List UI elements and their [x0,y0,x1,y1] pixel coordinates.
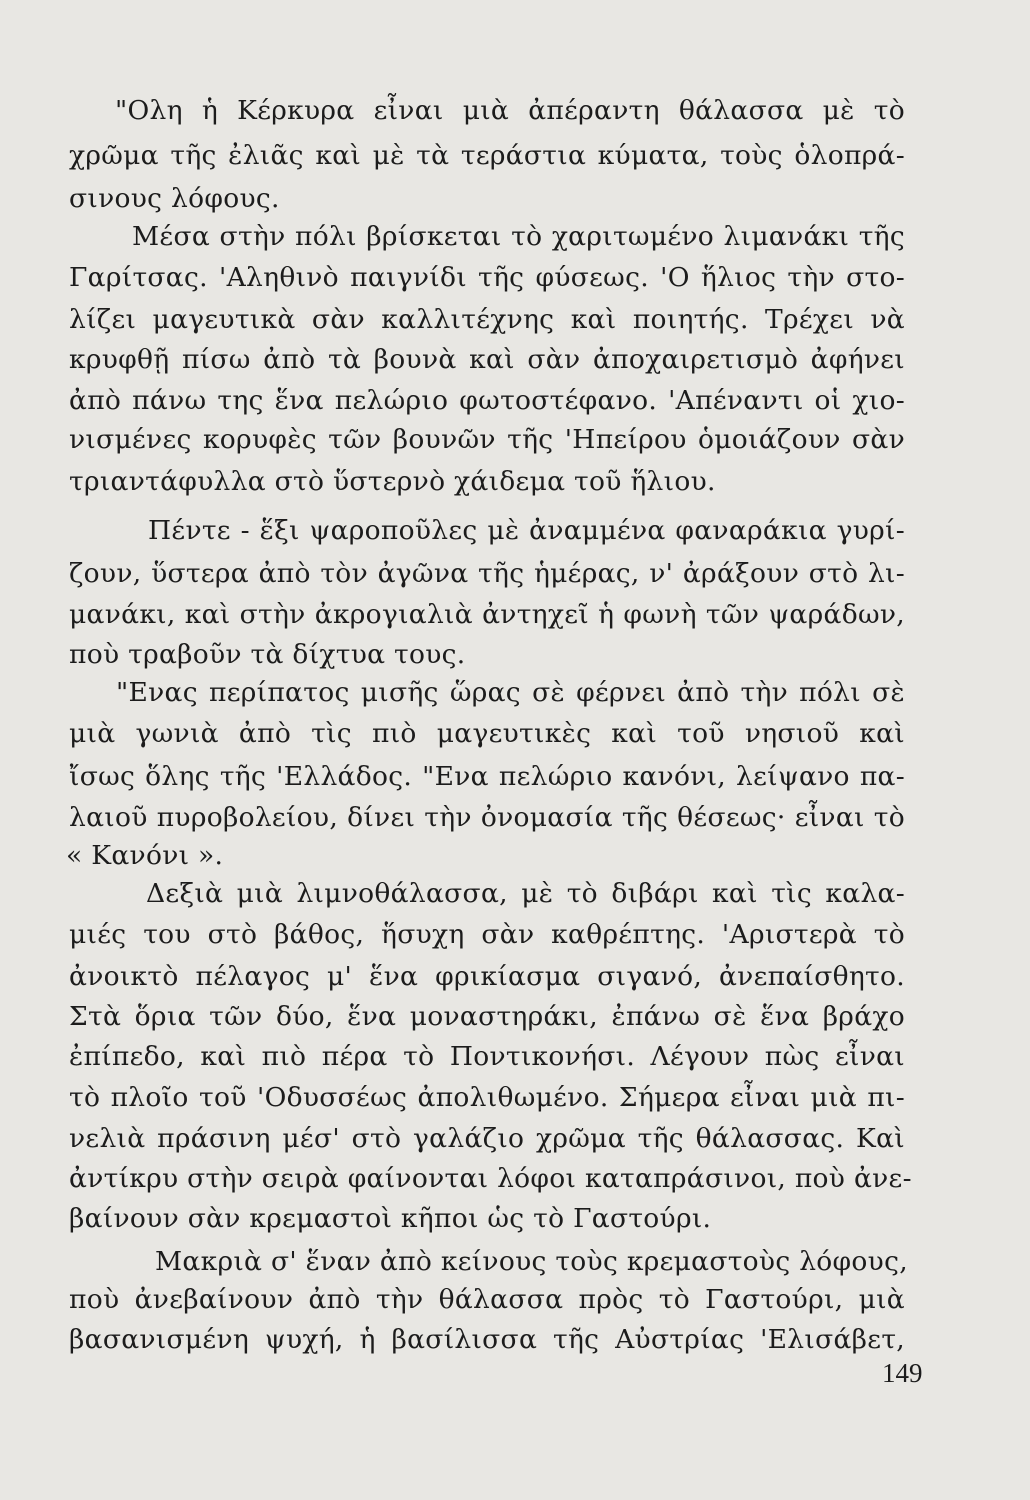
text-line: μανάκι, καὶ στὴν ἀκρογιαλιὰ ἀντηχεῖ ἡ φωνὴ τῶν ψαράδων, [69,599,905,630]
text-line: « Κανόνι ». [66,840,224,871]
text-line: λαιοῦ πυροβολείου, δίνει τὴν ὀνομασία τῆς θέσεως· εἶναι τὸ [69,802,905,833]
text-line: κρυφθῇ πίσω ἀπὸ τὰ βουνὰ καὶ σὰν ἀποχαιρετισμὸ ἀφήνει [69,344,905,375]
text-line: νελιὰ πράσινη μέσ' στὸ γαλάζιο χρῶμα τῆς θάλασσας. Καὶ [69,1123,905,1154]
text-line: ἀνοικτὸ πέλαγος μ' ἕνα φρικίασμα σιγανό, ἀνεπαίσθητο. [69,961,905,992]
text-line: μιές του στὸ βάθος, ἥσυχη σὰν καθρέπτης. 'Αριστερὰ τὸ [69,919,905,950]
text-line: τὸ πλοῖο τοῦ 'Οδυσσέως ἀπολιθωμένο. Σήμερα εἶναι μιὰ πι- [69,1082,905,1113]
text-line: Στὰ ὅρια τῶν δύο, ἕνα μοναστηράκι, ἐπάνω σὲ ἕνα βράχο [69,1001,905,1032]
text-line: ποὺ τραβοῦν τὰ δίχτυα τους. [69,639,466,670]
text-line: ποὺ ἀνεβαίνουν ἀπὸ τὴν θάλασσα πρὸς τὸ Γαστούρι, μιὰ [69,1284,905,1315]
text-line: Μακριὰ σ' ἕναν ἀπὸ κείνους τοὺς κρεμαστοὺς λόφους, [155,1246,908,1277]
text-line: ἀντίκρυ στὴν σειρὰ φαίνονται λόφοι καταπράσινοι, ποὺ ἀνε- [69,1163,912,1194]
text-line: Δεξιὰ μιὰ λιμνοθάλασσα, μὲ τὸ διβάρι καὶ τὶς καλα- [146,878,905,909]
text-line: μιὰ γωνιὰ ἀπὸ τὶς πιὸ μαγευτικὲς καὶ τοῦ νησιοῦ καὶ [69,718,905,749]
text-line: χρῶμα τῆς ἐλιᾶς καὶ μὲ τὰ τεράστια κύματα, τοὺς ὁλοπρά- [69,140,905,171]
text-line: νισμένες κορυφὲς τῶν βουνῶν τῆς 'Ηπείρου ὁμοιάζουν σὰν [69,424,905,455]
text-line: Πέντε - ἕξι ψαροποῦλες μὲ ἀναμμένα φαναράκια γυρί- [148,515,905,546]
text-line: ἐπίπεδο, καὶ πιὸ πέρα τὸ Ποντικονήσι. Λέγουν πὼς εἶναι [69,1041,905,1072]
text-line: τριαντάφυλλα στὸ ὕστερνὸ χάιδεμα τοῦ ἥλιου. [69,466,716,497]
text-line: βασανισμένη ψυχή, ἡ βασίλισσα τῆς Αὐστρίας 'Ελισάβετ, [69,1324,905,1355]
text-line: "Ολη ἡ Κέρκυρα εἶναι μιὰ ἀπέραντη θάλασσα μὲ τὸ [115,95,905,126]
page-number: 149 [882,1358,923,1388]
text-line: ἀπὸ πάνω της ἕνα πελώριο φωτοστέφανο. 'Απέναντι οἱ χιο- [69,385,905,416]
text-line: Γαρίτσας. 'Αληθινὸ παιγνίδι τῆς φύσεως. 'Ο ἥλιος τὴν στο- [69,262,905,293]
text-line: "Ενας περίπατος μισῆς ὥρας σὲ φέρνει ἀπὸ τὴν πόλι σὲ [116,677,905,708]
text-line: βαίνουν σὰν κρεμαστοὶ κῆποι ὡς τὸ Γαστούρι. [69,1203,712,1234]
text-line: Μέσα στὴν πόλι βρίσκεται τὸ χαριτωμένο λιμανάκι τῆς [132,221,905,252]
text-line: ζουν, ὕστερα ἀπὸ τὸν ἀγῶνα τῆς ἡμέρας, ν' ἀράξουν στὸ λι- [69,558,905,589]
text-line: ἴσως ὅλης τῆς 'Ελλάδος. "Ενα πελώριο κανόνι, λείψανο πα- [69,761,905,792]
text-line: σινους λόφους. [69,183,280,214]
text-line: λίζει μαγευτικὰ σὰν καλλιτέχνης καὶ ποιητής. Τρέχει νὰ [69,304,905,335]
